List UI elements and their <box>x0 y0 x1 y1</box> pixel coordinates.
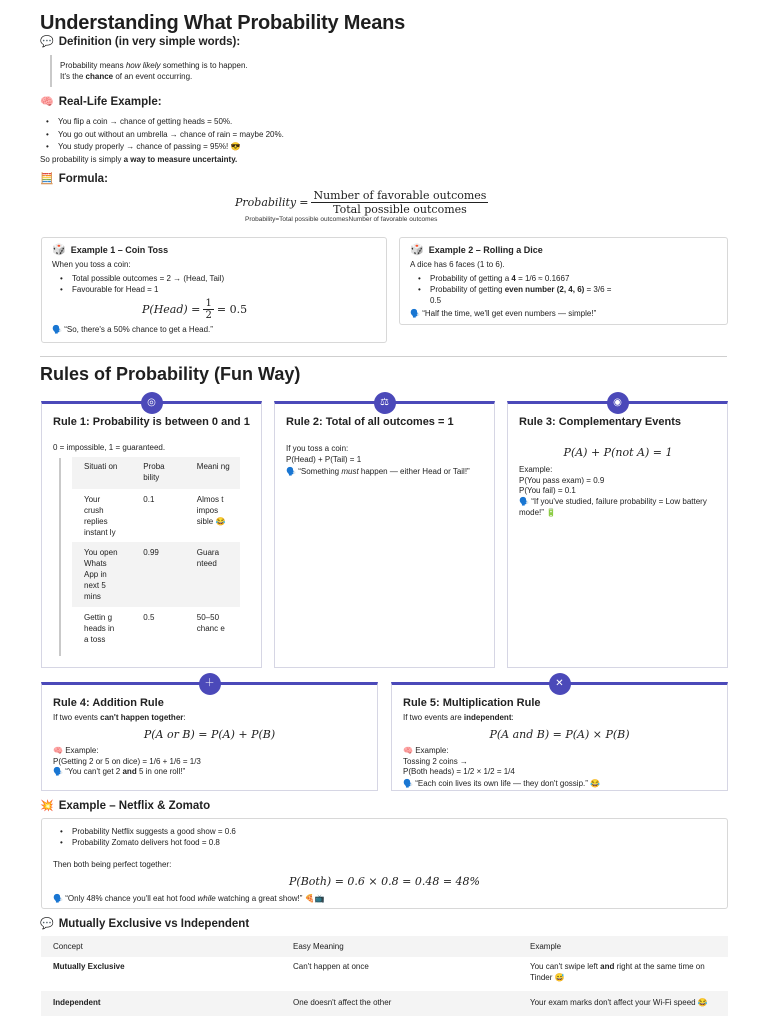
rule-1-card <box>41 397 262 668</box>
rule-4-line-1: P(Getting 2 or 5 on dice) = 1/6 + 1/6 = 1/3 <box>53 757 201 766</box>
rule-3-line-2: P(You fail) = 0.1 <box>519 486 576 495</box>
real-life-heading-text: Real-Life Example: <box>58 96 162 108</box>
netflix-then: Then both being perfect together: <box>53 860 172 869</box>
table-header-cell: Concept <box>53 942 83 951</box>
example-1-intro: When you toss a coin: <box>52 260 131 269</box>
rule-5-line-1: Tossing 2 coins → <box>403 757 468 766</box>
speech-icon: 🗣️ <box>519 497 529 506</box>
table-cell: Gettin g heads in a toss <box>84 613 115 644</box>
real-life-summary: So probability is simply a way to measure uncertainty. <box>40 155 238 164</box>
table-cell: 0.1 <box>143 495 155 504</box>
table-row <box>72 542 240 607</box>
formula-math: Probability = $\frac{\text{Number of favorable outcomes}}{\text{Total possible outcomes}}$ <box>235 189 487 216</box>
rule-5-title: Rule 5: Multiplication Rule <box>403 697 541 709</box>
list-item: • You study properly → chance of passing = 95%! 😎 <box>58 141 284 154</box>
rule-3-title: Rule 3: Complementary Events <box>519 416 681 428</box>
netflix-quote: 🗣️ “Only 48% chance you'll eat hot food while watching a great show!” 🍕📺 <box>53 894 325 903</box>
table-cell: Can't happen at once <box>293 962 369 971</box>
table-cell: One doesn't affect the other <box>293 998 392 1007</box>
rule-5-line-2: P(Both heads) = 1/2 × 1/2 = 1/4 <box>403 767 515 776</box>
rule-2-line-2: P(Head) + P(Tail) = 1 <box>286 455 362 464</box>
brain-icon: 🧠 <box>403 746 413 755</box>
rule-5-card <box>391 678 728 791</box>
table-cell: Your exam marks don't affect your Wi-Fi speed 😂 <box>530 998 708 1007</box>
table-cell: 50–50 chanc e <box>196 613 225 633</box>
netflix-heading <box>40 799 210 812</box>
example-2-heading: 🎲 Example 2 – Rolling a Dice <box>410 244 543 256</box>
rules-heading: Rules of Probability (Fun Way) <box>40 364 301 384</box>
netflix-box <box>41 818 728 909</box>
table-cell: You can't swipe left and right at the same time on Tinder 😅 <box>530 962 705 982</box>
table-cell: Guara nteed <box>196 548 220 568</box>
example-2-quote: 🗣️ “Half the time, we'll get even numbers — simple!” <box>410 309 597 318</box>
list-item: • Probability of getting even number (2, 4, 6) = 3/6 = 0.5 <box>430 284 720 306</box>
list-item: • You go out without an umbrella → chance of rain = maybe 20%. <box>58 129 284 142</box>
rule-3-quote: 🗣️ “If you've studied, failure probability = Low battery mode!” 🔋 <box>519 497 707 517</box>
definition-quote <box>50 55 400 87</box>
speech-icon: 🗣️ <box>52 325 62 334</box>
example-1-math: P(Head) = $\frac{1}{2}$ = 0.5 <box>142 298 248 321</box>
formula-numerator: Number of favorable outcomes <box>313 189 487 202</box>
definition-line-2: It's the chance of an event occurring. <box>60 72 193 81</box>
rule-2-line-1: If you toss a coin: <box>286 444 349 453</box>
speech-bubble-icon: 💬 <box>40 36 54 48</box>
brain-icon: 🧠 <box>40 96 54 108</box>
table-header-row <box>41 936 728 957</box>
list-item: • Favourable for Head = 1 <box>72 284 224 295</box>
formula-lhs: Probability <box>235 196 297 209</box>
dice-icon: 🎲 <box>410 244 424 256</box>
list-item: • Probability Zomato delivers hot food = 0.8 <box>72 837 236 848</box>
speech-icon: 🗣️ <box>286 467 296 476</box>
table-cell: Mutually Exclusive <box>53 962 125 971</box>
real-life-list <box>46 116 284 154</box>
rule-5-quote: 🗣️ “Each coin lives its own life — they don't gossip.” 😂 <box>403 779 601 788</box>
rule-4-example-label: 🧠 Example: <box>53 746 99 755</box>
table-header-cell: Situati on <box>84 462 118 471</box>
scale-icon: ⚖ <box>374 392 396 414</box>
rule-3-example-label: Example: <box>519 465 553 474</box>
rule-4-quote: 🗣️ “You can't get 2 and 5 in one roll!” <box>53 767 186 776</box>
example-2-box <box>399 237 728 325</box>
example-1-list <box>60 273 224 295</box>
table-header-cell: Example <box>530 942 562 951</box>
rule-2-title: Rule 2: Total of all outcomes = 1 <box>286 416 454 428</box>
table-header-row <box>72 457 240 489</box>
dice-icon: 🎲 <box>52 244 66 256</box>
mutual-table <box>41 936 728 1016</box>
swirl-icon: ◉ <box>607 392 629 414</box>
formula-plain-text: Probability=Total possible outcomesNumber of favorable outcomes <box>245 216 438 223</box>
brain-icon: 🧠 <box>53 746 63 755</box>
multiply-icon: ✕ <box>549 673 571 695</box>
table-cell: Almos t impos sible 😂 <box>196 495 226 526</box>
example-2-list <box>418 273 720 306</box>
netflix-list <box>60 826 236 848</box>
rule-1-title: Rule 1: Probability is between 0 and 1 <box>53 416 250 428</box>
list-item: • Total possible outcomes = 2 → (Head, Tail) <box>72 273 224 284</box>
rule-5-example-label: 🧠 Example: <box>403 746 449 755</box>
rule-3-card <box>507 397 728 668</box>
table-header-cell: Meani ng <box>196 462 230 471</box>
mutual-heading-text: Mutually Exclusive vs Independent <box>58 918 250 930</box>
rule-4-title: Rule 4: Addition Rule <box>53 697 164 709</box>
table-cell: 0.5 <box>143 613 155 622</box>
speech-icon: 🗣️ <box>403 779 413 788</box>
section-divider <box>40 356 727 357</box>
rule-1-table <box>72 457 240 660</box>
example-2-intro: A dice has 6 faces (1 to 6). <box>410 260 505 269</box>
formula-heading <box>40 172 108 185</box>
example-1-box <box>41 237 387 343</box>
example-1-quote: 🗣️ “So, there's a 50% chance to get a Head.” <box>52 325 213 334</box>
definition-heading <box>40 35 240 48</box>
table-row <box>41 991 728 1016</box>
plus-icon: ＋ <box>199 673 221 695</box>
rule-1-table-bar <box>59 458 61 656</box>
formula-fraction <box>311 189 488 216</box>
rule-3-math: P(A) + P(not A) = 1 <box>563 446 673 459</box>
rule-2-quote: 🗣️ “Something must happen — either Head or Tail!” <box>286 467 470 476</box>
table-row <box>72 489 240 542</box>
list-item: • You flip a coin → chance of getting heads = 50%. <box>58 116 284 129</box>
rule-4-condition: If two events can't happen together: <box>53 713 186 722</box>
rule-2-card <box>274 397 495 668</box>
speech-icon: 🗣️ <box>53 767 63 776</box>
rule-5-math: P(A and B) = P(A) × P(B) <box>489 728 630 741</box>
table-header-cell: Proba bility <box>143 462 165 482</box>
definition-line-1: Probability means how likely something is to happen. <box>60 61 248 70</box>
rule-4-card <box>41 678 378 791</box>
table-cell: 0.99 <box>143 548 159 557</box>
rule-4-math: P(A or B) = P(A) + P(B) <box>143 728 276 741</box>
list-item: • Probability Netflix suggests a good show = 0.6 <box>72 826 236 837</box>
mutual-heading <box>40 917 249 930</box>
formula-heading-text: Formula: <box>58 173 108 185</box>
speech-icon: 🗣️ <box>53 894 63 903</box>
list-item: • Probability of getting a 4 = 1/6 ≈ 0.1667 <box>430 273 720 284</box>
example-1-heading: 🎲 Example 1 – Coin Toss <box>52 244 169 256</box>
table-row <box>72 607 240 660</box>
definition-heading-text: Definition (in very simple words): <box>58 36 241 48</box>
rule-3-line-1: P(You pass exam) = 0.9 <box>519 476 605 485</box>
table-cell: Independent <box>53 998 101 1007</box>
formula-denominator: Total possible outcomes <box>333 203 467 216</box>
speech-icon: 🗣️ <box>410 309 420 318</box>
abacus-icon: 🧮 <box>40 173 54 185</box>
speech-bubble-icon: 💬 <box>40 918 54 930</box>
page-title: Understanding What Probability Means <box>40 12 406 34</box>
table-row <box>41 957 728 991</box>
netflix-math: P(Both) = 0.6 × 0.8 = 0.48 = 48% <box>289 875 480 888</box>
collision-icon: 💥 <box>40 800 54 812</box>
table-cell: Your crush replies instant ly <box>84 495 116 537</box>
netflix-heading-text: Example – Netflix & Zomato <box>58 800 211 812</box>
rule-5-condition: If two events are independent: <box>403 713 514 722</box>
real-life-heading <box>40 95 162 108</box>
rule-1-subtitle: 0 = impossible, 1 = guaranteed. <box>53 443 166 452</box>
table-header-cell: Easy Meaning <box>293 942 344 951</box>
table-cell: You open Whats App in next 5 mins <box>84 548 118 601</box>
spiral-icon: ◎ <box>141 392 163 414</box>
